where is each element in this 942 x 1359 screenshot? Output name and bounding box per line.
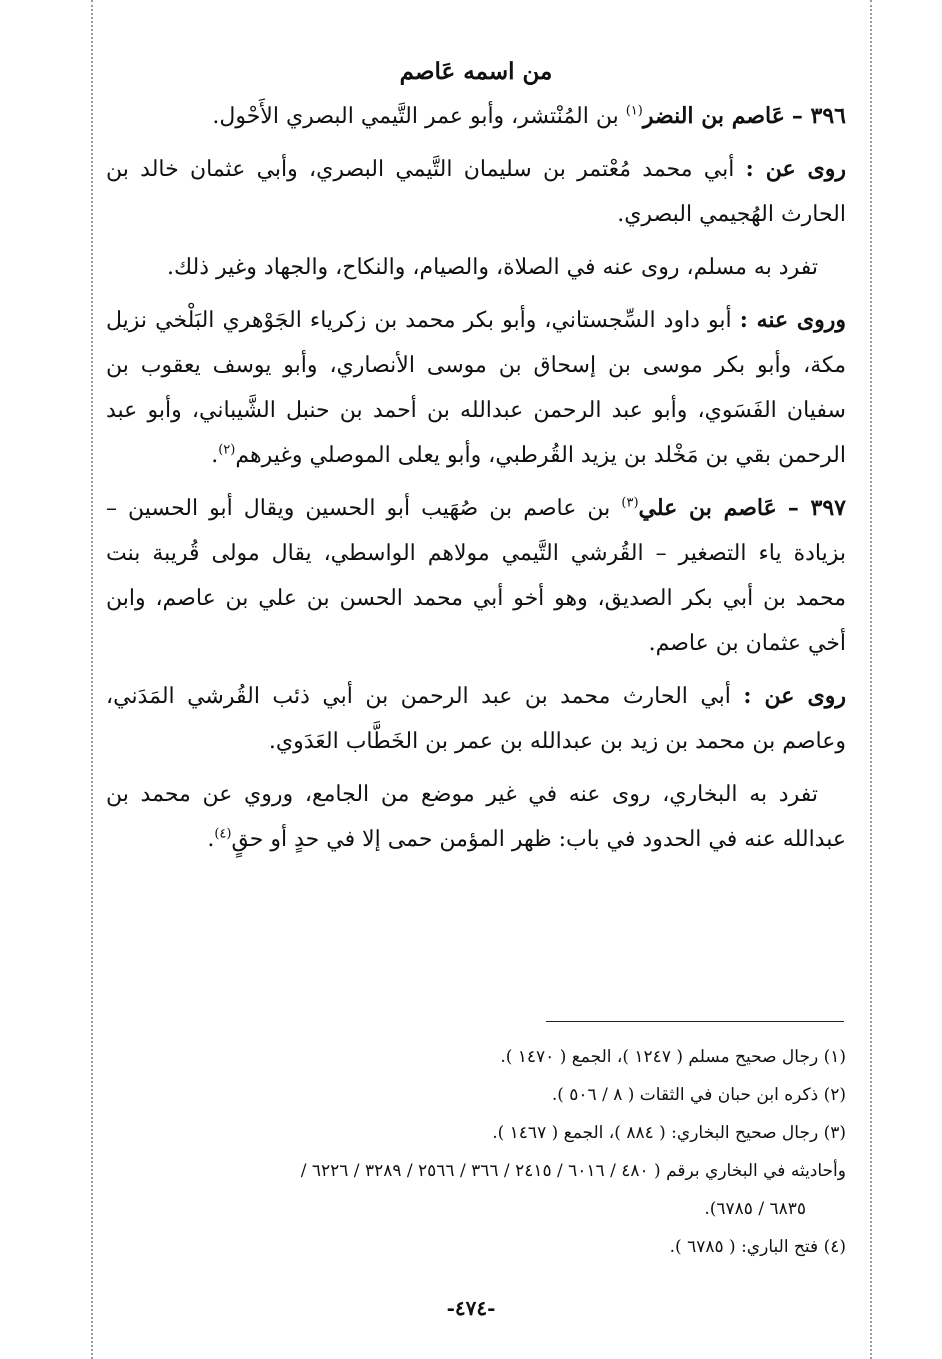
unique-text: تفرد به البخاري، روى عنه في غير موضع من الجامع، وروي عن محمد بن عبدالله عنه في الحدود في باب: ظهر المؤمن حمى إلا في حدٍ أو حقٍ	[106, 782, 846, 852]
footnote-1: (١) رجال صحيح مسلم ( ١٢٤٧ )، الجمع ( ١٤٧٠ ).	[500, 1047, 846, 1067]
unique-text: تفرد به مسلم، روى عنه في الصلاة، والصيام، والنكاح، والجهاد وغير ذلك.	[166, 255, 818, 280]
entry-number: ٣٩٦ –	[791, 103, 846, 129]
period: .	[207, 827, 215, 852]
entry-number: ٣٩٧ –	[787, 495, 846, 521]
entry-396	[106, 94, 846, 139]
entry-397-narrated-from	[106, 674, 846, 764]
narrators-text: أبو داود السِّجستاني، وأبو بكر محمد بن زكرياء الجَوْهري البَلْخي نزيل مكة، وأبو بكر موسى بن إسحاق بن موسى الأنصاري، وأبو يوسف يعقوب بن سفيان الفَسَوي، وأبو عبد الرحمن عبدالله بن أحمد بن حنبل الشَّيباني، وأبو عبد الرحمن بقي بن مَخْلد بن يزيد القُرطبي، وأبو يعلى الموصلي وغيرهم	[106, 308, 846, 468]
period: .	[211, 443, 219, 468]
entry-name: عَاصم بن علي	[638, 495, 777, 521]
main-text	[106, 54, 846, 870]
narrated-from-text: أبي محمد مُعْتمر بن سليمان التَّيمي البصري، وأبي عثمان خالد بن الحارث الهُجيمي البصري.	[106, 157, 846, 227]
footnote-ref: (٢)	[218, 442, 236, 458]
footnote-separator	[546, 1021, 844, 1022]
footnote-3-continuation: ٦٨٣٥ / ٦٧٨٥).	[704, 1199, 806, 1219]
footnotes	[106, 1040, 846, 1268]
right-margin-dotted-line	[870, 0, 872, 1359]
footnote-4: (٤) فتح الباري: ( ٦٧٨٥ ).	[669, 1237, 846, 1257]
entry-description: بن المُنْتشر، وأبو عمر التَّيمي البصري الأَحْول.	[212, 104, 619, 129]
narrators-label: وروى عنه :	[739, 307, 846, 333]
narrated-from-label: روى عن :	[745, 156, 846, 182]
entry-397-unique	[106, 772, 846, 862]
entry-name: عَاصم بن النضر	[642, 103, 785, 129]
section-heading: من اسمه عَاصم	[399, 58, 553, 85]
narrated-from-label: روى عن :	[743, 683, 846, 709]
entry-396-unique	[106, 245, 846, 290]
footnote-ref: (١)	[625, 103, 643, 119]
entry-description: بن عاصم بن صُهَيب أبو الحسين ويقال أبو الحسين – بزيادة ياء التصغير – القُرشي التَّيمي مولاهم الواسطي، يقال مولى قُريبة بنت محمد بن أبي بكر الصديق، وهو أخو أبي محمد الحسن بن علي بن عاصم، وابن أخي عثمان بن عاصم.	[106, 496, 846, 656]
page-number: -٤٧٤-	[446, 1296, 496, 1320]
entry-396-narrated-from	[106, 147, 846, 237]
footnote-2: (٢) ذكره ابن حبان في الثقات ( ٨ / ٥٠٦ ).	[551, 1085, 846, 1105]
entry-397	[106, 486, 846, 666]
entry-396-narrators	[106, 298, 846, 478]
left-margin-dotted-line	[91, 0, 93, 1359]
footnote-ref: (٣)	[621, 495, 639, 511]
footnote-3-hadith-numbers: وأحاديثه في البخاري برقم ( ٤٨٠ / ٦٠١٦ / ٢٤١٥ / ٣٦٦ / ٢٥٦٦ / ٣٢٨٩ / ٦٢٢٦ /	[300, 1161, 846, 1181]
narrated-from-text: أبي الحارث محمد بن عبد الرحمن بن أبي ذئب القُرشي المَدَني، وعاصم بن محمد بن زيد بن عبدالله بن عمر بن الخَطَّاب العَدَوي.	[106, 684, 846, 754]
footnote-3: (٣) رجال صحيح البخاري: ( ٨٨٤ )، الجمع ( ١٤٦٧ ).	[492, 1123, 846, 1143]
footnote-ref: (٤)	[214, 826, 232, 842]
